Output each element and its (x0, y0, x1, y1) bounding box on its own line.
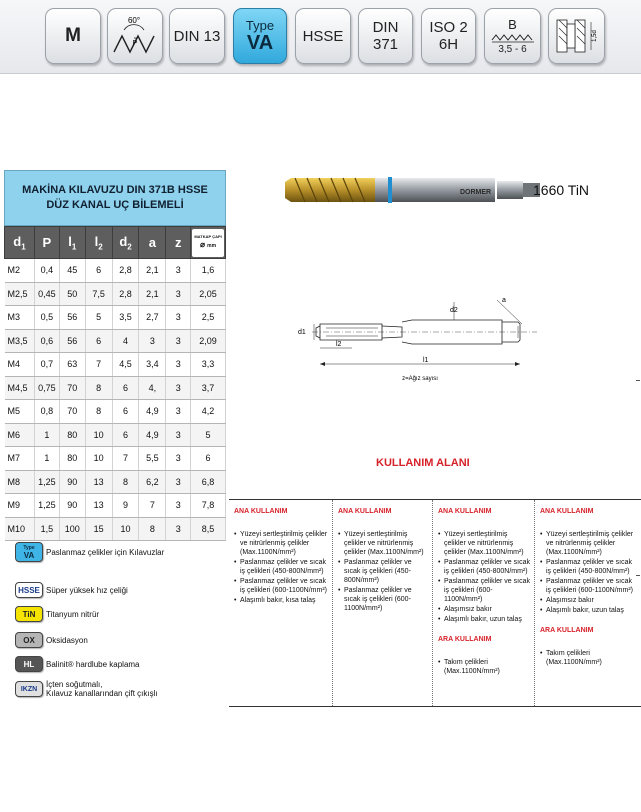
table-cell: M10 (5, 517, 35, 541)
col-drill-diameter (191, 227, 226, 259)
table-cell: 2,8 (112, 282, 139, 306)
table-cell: 10 (85, 447, 112, 471)
table-cell: 3 (166, 306, 191, 330)
table-title-line2: DÜZ KANAL UÇ BİLEMELİ (46, 199, 184, 211)
table-title (4, 170, 226, 226)
din371-box (358, 8, 413, 64)
table-cell: 2,8 (112, 259, 139, 283)
legend-text: İçten soğutmalı, Kılavuz kanallarından çift çıkışlı (46, 680, 158, 698)
table-row (5, 376, 226, 400)
usage-item: • Takım çelikleri (Max.1100N/mm²) (540, 649, 637, 667)
d1-label: d1 (298, 329, 306, 336)
table-cell: 8 (85, 400, 112, 424)
usage-item: • Alaşımsız bakır (540, 596, 637, 605)
col-p: P (34, 227, 59, 259)
table-cell: 1 (34, 423, 59, 447)
hsse-chip: HSSE (15, 582, 43, 598)
chamfer-thread-icon (490, 32, 536, 44)
table-cell: 1 (34, 447, 59, 471)
table-cell: 0,7 (34, 353, 59, 377)
usage-item: • Alaşımlı bakır, uzun talaş (540, 606, 637, 615)
col-d1: $d_1$ (5, 227, 35, 259)
type-va-chip: Type VA (15, 542, 43, 562)
col-d2: $d_2$ (112, 227, 139, 259)
table-cell: 13 (85, 470, 112, 494)
secondary-usage-heading: ARA KULLANIM (438, 636, 492, 643)
table-cell: 6,8 (191, 470, 226, 494)
table-cell: 3 (166, 423, 191, 447)
angle-label: 60° (127, 16, 141, 25)
col-z: z (166, 227, 191, 259)
usage-item: • Paslanmaz çelikler ve sıcak iş çelikleri (450-800N/mm²) (338, 558, 428, 585)
table-cell: 3,4 (139, 353, 166, 377)
legend-item-hl (15, 656, 140, 672)
table-cell: 7 (112, 447, 139, 471)
table-title-line1: MAKİNA KILAVUZU DIN 371B HSSE (22, 184, 208, 196)
thread-type-m-label: M (65, 25, 81, 46)
usage-item: • Paslanmaz çelikler ve sıcak iş çelikleri (600-1100N/mm²) (540, 577, 637, 595)
table-cell: 8 (85, 376, 112, 400)
col-l1: $l_1$ (59, 227, 85, 259)
table-cell: M3,5 (5, 329, 35, 353)
table-cell: 90 (59, 470, 85, 494)
spec-header-strip (0, 0, 641, 74)
usage-item: • Yüzeyi sertleştirilmiş çelikler ve nitrürlenmiş çelikler (Max.1100N/mm²) (438, 530, 530, 557)
table-cell: 7,5 (85, 282, 112, 306)
table-cell: 3,3 (191, 353, 226, 377)
table-cell: M5 (5, 400, 35, 424)
table-cell: 0,6 (34, 329, 59, 353)
main-usage-heading: ANA KULLANIM (438, 508, 492, 515)
main-usage-heading: ANA KULLANIM (234, 508, 288, 515)
table-row (5, 329, 226, 353)
usage-item: • Yüzeyi sertleştirilmiş çelikler ve nitrürlenmiş çelikler (Max.1100N/mm²) (338, 530, 428, 557)
secondary-usage-list (438, 658, 530, 676)
table-cell: 0,4 (34, 259, 59, 283)
legend-item-ikzn (15, 680, 158, 698)
table-cell: 1,25 (34, 494, 59, 518)
table-row (5, 353, 226, 377)
usage-item: • Paslanmaz çelikler ve sıcak iş çelikleri (600-1100N/mm²) (234, 577, 328, 595)
table-cell: 3,7 (191, 376, 226, 400)
tin-chip: TiN (15, 606, 43, 622)
table-cell: 7 (139, 494, 166, 518)
type-va-box (233, 8, 287, 64)
table-cell: 10 (85, 423, 112, 447)
table-cell: 3 (139, 329, 166, 353)
l2-label: l2 (336, 341, 342, 348)
table-row (5, 306, 226, 330)
table-cell: 6 (85, 259, 112, 283)
usage-item: • Paslanmaz çelikler ve sıcak iş çelikleri (600-1100N/mm²) (438, 577, 530, 604)
legend-text: Süper yüksek hız çeliği (46, 585, 128, 595)
legend-item-hsse (15, 582, 128, 598)
main-usage-list (540, 530, 637, 615)
usage-column (432, 500, 534, 706)
table-cell: M4,5 (5, 376, 35, 400)
table-cell: M8 (5, 470, 35, 494)
table-cell: 45 (59, 259, 85, 283)
table-cell: 100 (59, 517, 85, 541)
usage-item: • Paslanmaz çelikler ve sıcak iş çelikleri (600-1100N/mm²) (338, 586, 428, 613)
blind-hole-icon (553, 14, 601, 58)
table-cell: 0,5 (34, 306, 59, 330)
d2-label: d2 (450, 307, 458, 314)
table-cell: M6 (5, 423, 35, 447)
usage-area (229, 499, 641, 707)
thread-type-m-box (45, 8, 101, 64)
main-usage-heading: ANA KULLANIM (540, 508, 594, 515)
table-cell: 5,5 (139, 447, 166, 471)
product-code: 1660 TiN (533, 182, 590, 198)
tap-technical-drawing (292, 292, 542, 392)
usage-item: • Yüzeyi sertleştirilmiş çelikler ve nitrürlenmiş çelikler (Max.1100N/mm²) (540, 530, 637, 557)
dimension-table (4, 226, 226, 541)
thread-profile-icon (110, 12, 160, 60)
hsse-label: HSSE (302, 27, 344, 45)
table-cell: 1,6 (191, 259, 226, 283)
table-cell: 7,8 (191, 494, 226, 518)
usage-title: KULLANIM ALANI (376, 457, 470, 469)
table-cell: 0,75 (34, 376, 59, 400)
drill-diameter-icon: ⌀ mm (200, 240, 217, 249)
table-cell: M9 (5, 494, 35, 518)
table-cell: 8 (112, 470, 139, 494)
usage-item: • Paslanmaz çelikler ve sıcak iş çelikleri (450-800N/mm²) (234, 558, 328, 576)
legend-item-ox (15, 632, 88, 648)
usage-column (332, 500, 432, 706)
din371-top: DIN (372, 19, 399, 36)
tap-product-image (285, 172, 540, 208)
table-row (5, 423, 226, 447)
table-cell: 3,5 (112, 306, 139, 330)
table-cell: 3 (166, 353, 191, 377)
table-cell: 1,25 (34, 470, 59, 494)
table-cell: 2,5 (191, 306, 226, 330)
table-cell: M4 (5, 353, 35, 377)
legend-text: Oksidasyon (46, 635, 88, 645)
table-row (5, 517, 226, 541)
va-label: VA (246, 31, 274, 54)
table-cell: 3 (166, 447, 191, 471)
table-cell: 3 (166, 329, 191, 353)
table-row (5, 447, 226, 471)
table-cell: M3 (5, 306, 35, 330)
table-cell: 4, (139, 376, 166, 400)
table-cell: 2,05 (191, 282, 226, 306)
table-cell: 10 (112, 517, 139, 541)
thread-depth-box (548, 8, 605, 64)
table-cell: 3 (166, 494, 191, 518)
col-l2: $l_2$ (85, 227, 112, 259)
table-cell: 13 (85, 494, 112, 518)
table-cell: 6 (191, 447, 226, 471)
din13-box (169, 8, 225, 64)
iso-bottom: 6H (438, 36, 459, 53)
main-usage-list (234, 530, 328, 605)
table-cell: 5 (85, 306, 112, 330)
table-cell: 9 (112, 494, 139, 518)
table-row (5, 470, 226, 494)
type-label: Type (245, 17, 275, 33)
table-cell: 56 (59, 329, 85, 353)
table-cell: 7 (85, 353, 112, 377)
drill-header-text: MATKAP ÇAPI (194, 234, 222, 239)
chamfer-range: 3,5 - 6 (498, 43, 527, 55)
table-cell: 6 (112, 423, 139, 447)
table-cell: 3 (166, 470, 191, 494)
main-usage-heading: ANA KULLANIM (338, 508, 392, 515)
table-header-row (5, 227, 226, 259)
table-cell: 56 (59, 306, 85, 330)
table-cell: 90 (59, 494, 85, 518)
table-cell: 4,2 (191, 400, 226, 424)
a-label: a (502, 297, 506, 304)
table-cell: 5 (191, 423, 226, 447)
table-cell: M7 (5, 447, 35, 471)
hl-chip: HL (15, 656, 43, 672)
usage-item: • Takım çelikleri (Max.1100N/mm²) (438, 658, 530, 676)
usage-item: • Alaşımsız bakır (438, 605, 530, 614)
table-cell: 70 (59, 400, 85, 424)
legend-text: Balinit® hardlube kaplama (46, 659, 140, 669)
usage-item: • Alaşımlı bakır, kısa talaş (234, 596, 328, 605)
table-cell: 6 (112, 376, 139, 400)
table-cell: 15 (85, 517, 112, 541)
col-a: a (139, 227, 166, 259)
table-cell: 2,1 (139, 282, 166, 306)
table-cell: 2,7 (139, 306, 166, 330)
legend-item-type-va (15, 542, 164, 562)
table-cell: 80 (59, 447, 85, 471)
table-row (5, 282, 226, 306)
legend-text: Titanyum nitrür (46, 609, 100, 619)
table-cell: 0,8 (34, 400, 59, 424)
din13-label: DIN 13 (173, 27, 221, 45)
main-usage-list (338, 530, 428, 613)
table-cell: 6 (85, 329, 112, 353)
table-cell: 3 (166, 400, 191, 424)
table-cell: 4,9 (139, 423, 166, 447)
table-cell: 4 (112, 329, 139, 353)
table-cell: 2,09 (191, 329, 226, 353)
thread-angle-box (107, 8, 163, 64)
table-row (5, 259, 226, 283)
chamfer-form-box (484, 8, 541, 64)
table-cell: M2,5 (5, 282, 35, 306)
table-cell: 3 (166, 282, 191, 306)
drawing-caption: z=Ağız sayısı (402, 376, 438, 382)
table-cell: 4,5 (112, 353, 139, 377)
table-cell: 6 (112, 400, 139, 424)
page-edge-mark (636, 380, 640, 381)
table-cell: 70 (59, 376, 85, 400)
ikzn-chip: IKZN (15, 681, 43, 697)
iso-top: ISO 2 (429, 19, 468, 36)
table-cell: 1,5 (34, 517, 59, 541)
hsse-box (295, 8, 351, 64)
secondary-usage-heading: ARA KULLANIM (540, 627, 594, 634)
brand-mark: DORMER (460, 189, 492, 196)
table-cell: 3 (166, 376, 191, 400)
chamfer-form-letter: B (508, 16, 517, 32)
usage-column (229, 500, 332, 706)
table-cell: 8 (139, 517, 166, 541)
table-row (5, 400, 226, 424)
table-cell: 50 (59, 282, 85, 306)
table-cell: 2,1 (139, 259, 166, 283)
table-cell: 63 (59, 353, 85, 377)
din371-bottom: 371 (372, 36, 399, 53)
main-usage-list (438, 530, 530, 624)
usage-column (534, 500, 641, 706)
page-edge-mark (636, 575, 640, 576)
legend-item-tin (15, 606, 99, 622)
legend-text: Paslanmaz çelikler için Kılavuzlar (46, 547, 165, 557)
table-cell: 4,9 (139, 400, 166, 424)
depth-label: 1,5d (591, 30, 598, 42)
table-cell: 6,2 (139, 470, 166, 494)
iso-tolerance-box (421, 8, 476, 64)
table-cell: M2 (5, 259, 35, 283)
table-row (5, 494, 226, 518)
usage-item: • Yüzeyi sertleştirilmiş çelikler ve nitrürlenmiş çelikler (Max.1100N/mm²) (234, 530, 328, 557)
table-cell: 8,5 (191, 517, 226, 541)
secondary-usage-list (540, 649, 637, 667)
table-cell: 80 (59, 423, 85, 447)
usage-item: • Paslanmaz çelikler ve sıcak iş çelikleri (450-800N/mm²) (540, 558, 637, 576)
l1-label: l1 (423, 357, 429, 364)
table-cell: 3 (166, 259, 191, 283)
pitch-letter: P (132, 40, 138, 47)
ox-chip: OX (15, 632, 43, 648)
table-cell: 3 (166, 517, 191, 541)
table-cell: 0,45 (34, 282, 59, 306)
usage-item: • Alaşımlı bakır, uzun talaş (438, 615, 530, 624)
usage-item: • Paslanmaz çelikler ve sıcak iş çelikleri (450-800N/mm²) (438, 558, 530, 576)
